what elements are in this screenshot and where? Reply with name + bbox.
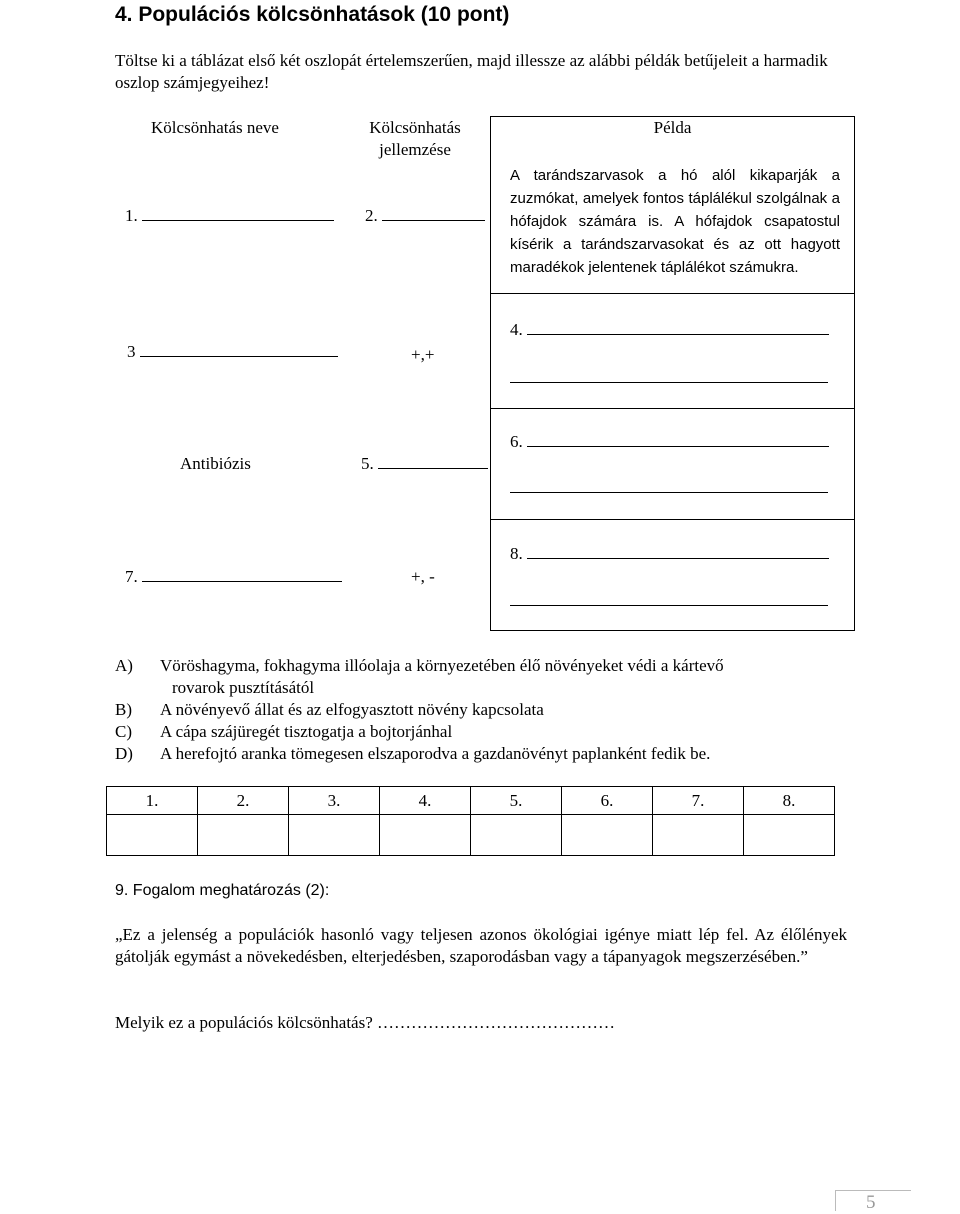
interaction-table (115, 116, 855, 631)
answer-header: 4. (380, 787, 471, 815)
option-b: B) A növényevő állat és az elfogyasztott növény kapcsolata (115, 700, 544, 719)
answer-header: 2. (198, 787, 289, 815)
blank-4[interactable] (527, 320, 829, 335)
blank-8[interactable] (527, 544, 829, 559)
row2-example: 4. (510, 320, 829, 340)
instruction-text: Töltse ki a táblázat első két oszlopát értelemszerűen, majd illessze az alábbi példák betűjeleit a harmadik oszlop számjegyeihez! (115, 51, 828, 92)
answer-header: 8. (744, 787, 835, 815)
header-name: Kölcsönhatás neve (151, 118, 279, 137)
answer-header: 3. (289, 787, 380, 815)
row3-name: Antibiózis (180, 454, 251, 473)
answer-cell[interactable] (107, 815, 198, 856)
answer-dots[interactable]: …………………………………… (377, 1013, 616, 1032)
row1-name: 1. (125, 206, 334, 226)
option-a-continued: rovarok pusztításától (172, 678, 315, 697)
definition-title: 9. Fogalom meghatározás (2): (115, 882, 330, 899)
row4-trait: +, - (411, 567, 435, 586)
row2-name: 3 (127, 342, 338, 362)
question-text: Melyik ez a populációs kölcsönhatás? (115, 1013, 373, 1032)
blank-5[interactable] (378, 454, 488, 469)
row3-trait: 5. (361, 454, 488, 474)
question-line (115, 1013, 615, 1033)
answer-cell[interactable] (289, 815, 380, 856)
answer-header: 7. (653, 787, 744, 815)
answer-table (106, 786, 835, 856)
blank-4-line2[interactable] (510, 368, 828, 383)
row4-example: 8. (510, 544, 829, 564)
answer-header: 5. (471, 787, 562, 815)
blank-6-line2[interactable] (510, 478, 828, 493)
row2-trait: +,+ (411, 345, 435, 364)
answer-cell[interactable] (562, 815, 653, 856)
definition-quote: „Ez a jelenség a populációk hasonló vagy teljesen azonos ökológiai igénye miatt lép fel. Az élőlények gátolják egymást a növekedésben, elterjedésben, szaporodásban vagy a tápanyagok megszerzésében.” (115, 925, 847, 966)
example-reindeer-text: A tarándszarvasok a hó alól kikaparják a zuzmókat, amelyek fontos táplálékul szolgálnak a hófajdok számára is. A hófajdok csapatostul kísérik a tarándszarvasokat és az ott hagyott maradékok jelentenek táplálékot számukra. (510, 167, 840, 276)
option-d: D) A herefojtó aranka tömegesen elszaporodva a gazdanövényt paplanként fedik be. (115, 744, 711, 763)
answer-cell[interactable] (380, 815, 471, 856)
row1-trait: 2. (365, 206, 485, 226)
row3-example: 6. (510, 432, 829, 452)
answer-cell[interactable] (744, 815, 835, 856)
option-a: A) Vöröshagyma, fokhagyma illóolaja a környezetében élő növényeket védi a kártevő (115, 656, 724, 675)
answer-header: 1. (107, 787, 198, 815)
header-example: Példa (653, 118, 692, 137)
answer-input-row (107, 815, 835, 856)
answer-header: 6. (562, 787, 653, 815)
blank-8-line2[interactable] (510, 591, 828, 606)
blank-6[interactable] (527, 432, 829, 447)
header-trait-line2: jellemzése (379, 140, 451, 159)
option-c: C) A cápa szájüregét tisztogatja a bojtorjánhal (115, 722, 453, 741)
blank-3[interactable] (140, 342, 338, 357)
row4-name: 7. (125, 567, 342, 587)
answer-cell[interactable] (471, 815, 562, 856)
answer-cell[interactable] (653, 815, 744, 856)
blank-2[interactable] (382, 206, 485, 221)
answer-cell[interactable] (198, 815, 289, 856)
header-trait-line1: Kölcsönhatás (369, 118, 461, 137)
blank-7[interactable] (142, 567, 342, 582)
options-list (115, 655, 855, 765)
blank-1[interactable] (142, 206, 334, 221)
page-number: 5 (866, 1192, 876, 1213)
section-heading: 4. Populációs kölcsönhatások (10 pont) (115, 3, 510, 26)
answer-header-row (107, 787, 835, 815)
